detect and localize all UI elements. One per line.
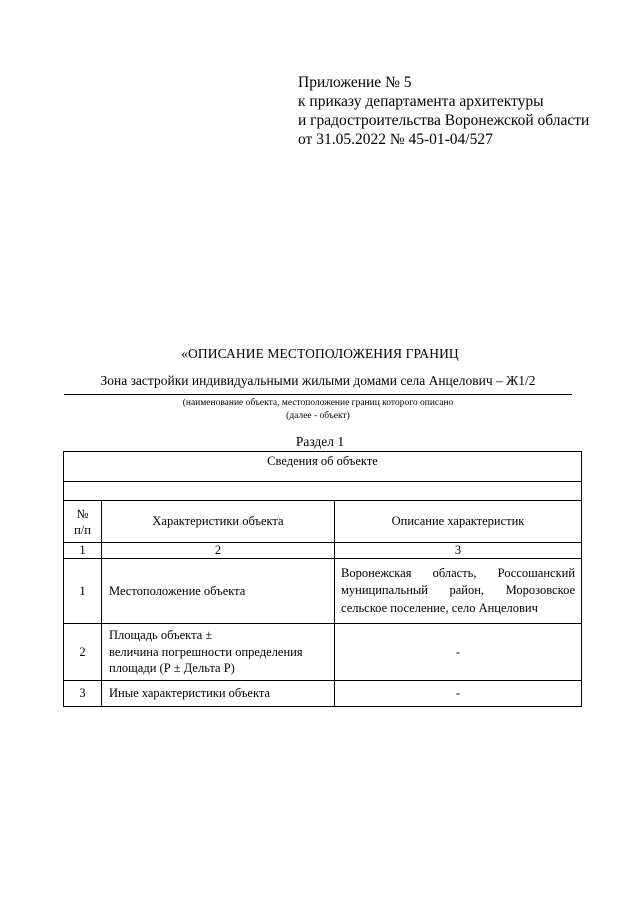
- table-row: [64, 559, 582, 624]
- table-caption: Сведения об объекте: [64, 452, 582, 482]
- header-num-line: п/п: [74, 522, 91, 537]
- header-description: Описание характеристик: [335, 501, 582, 543]
- row-description: -: [335, 624, 582, 681]
- table-row: [64, 681, 582, 707]
- column-number-row: [64, 543, 582, 559]
- underline-rule: [64, 394, 572, 395]
- caption-line: (наименование объекта, местоположение границ которого описано: [182, 398, 454, 408]
- object-name-caption: [64, 397, 572, 423]
- table-row: [64, 624, 582, 681]
- document-title: «ОПИСАНИЕ МЕСТОПОЛОЖЕНИЯ ГРАНИЦ: [181, 346, 459, 361]
- characteristic-line: величина погрешности определения: [109, 644, 303, 659]
- appendix-line: и градостроительства Воронежской области: [298, 112, 590, 129]
- empty-cell: [64, 482, 582, 501]
- section-label: Раздел 1: [295, 434, 345, 449]
- caption-line: (далее - объект): [286, 411, 350, 421]
- column-number: 2: [102, 543, 335, 559]
- appendix-line: Приложение № 5: [298, 74, 412, 91]
- table-caption-row: [64, 452, 582, 482]
- row-num: 3: [64, 681, 102, 707]
- header-characteristic: Характеристики объекта: [102, 501, 335, 543]
- object-info-table: [63, 451, 582, 707]
- column-number: 1: [64, 543, 102, 559]
- header-num: [64, 501, 102, 543]
- appendix-line: от 31.05.2022 № 45-01-04/527: [298, 131, 493, 148]
- appendix-header: [298, 73, 589, 149]
- column-number: 3: [335, 543, 582, 559]
- row-num: 2: [64, 624, 102, 681]
- table-header-row: [64, 501, 582, 543]
- table-spacer-row: [64, 482, 582, 501]
- object-name: Зона застройки индивидуальными жилыми домами села Анцелович – Ж1/2: [100, 373, 536, 388]
- header-num-line: №: [76, 506, 89, 521]
- row-description: -: [335, 681, 582, 707]
- appendix-line: к приказу департамента архитектуры: [298, 93, 544, 110]
- row-characteristic: [102, 624, 335, 681]
- row-description: Воронежская область, Россошанский муниципальный район, Морозовское сельское поселение, село Анцелович: [335, 559, 582, 624]
- characteristic-line: площади (Р ± Дельта Р): [109, 661, 235, 676]
- row-characteristic: Иные характеристики объекта: [102, 681, 335, 707]
- row-num: 1: [64, 559, 102, 624]
- characteristic-line: Площадь объекта ±: [109, 628, 213, 643]
- row-characteristic: Местоположение объекта: [102, 559, 335, 624]
